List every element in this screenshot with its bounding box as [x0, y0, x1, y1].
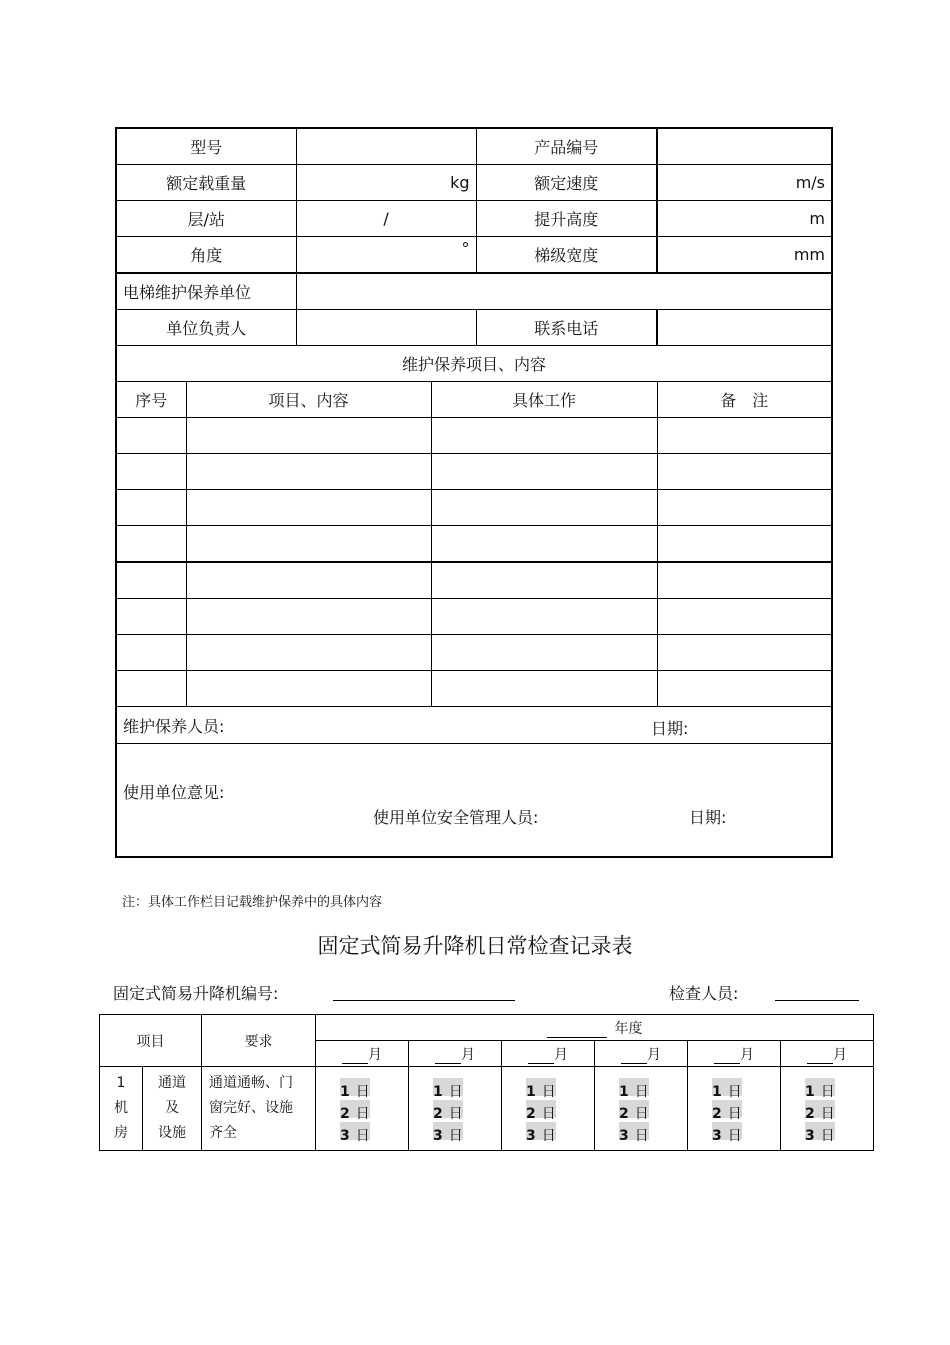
table-cell[interactable] — [186, 635, 431, 671]
day-suffix: 日 — [727, 1083, 742, 1100]
maintenance-unit-label: 电梯维护保养单位 — [116, 273, 296, 310]
day-number: 1 — [526, 1083, 536, 1100]
day-suffix: 日 — [448, 1127, 463, 1144]
day-suffix: 日 — [820, 1127, 835, 1144]
model-label: 型号 — [116, 128, 296, 165]
rated-speed-field[interactable] — [657, 165, 832, 201]
table-cell[interactable] — [116, 635, 186, 671]
month-header[interactable] — [595, 1041, 688, 1067]
day-number: 1 — [340, 1083, 350, 1100]
table-cell[interactable] — [186, 599, 431, 635]
opinion-cell[interactable] — [116, 744, 832, 858]
day-check[interactable] — [712, 1078, 742, 1100]
year-field[interactable] — [547, 1025, 607, 1038]
contact-phone-label: 联系电话 — [476, 310, 657, 346]
requirement-line-1: 通道通畅、门 — [209, 1075, 293, 1091]
requirement-line-3: 齐全 — [209, 1125, 237, 1141]
day-check[interactable] — [433, 1100, 463, 1122]
day-check[interactable] — [340, 1078, 370, 1100]
rated-speed-unit: m/s — [795, 173, 826, 192]
day-suffix: 日 — [355, 1127, 370, 1144]
col-header-seq: 序号 — [116, 382, 186, 418]
sub-item-1: 通道 — [158, 1075, 186, 1091]
table-cell[interactable] — [431, 454, 657, 490]
item-name-1: 机 — [114, 1100, 128, 1116]
maintainer-date-label: 日期: — [651, 719, 689, 738]
section-title: 维护保养项目、内容 — [116, 346, 832, 382]
lift-height-label: 提升高度 — [476, 201, 657, 237]
product-number-label: 产品编号 — [476, 128, 657, 165]
table-cell[interactable] — [657, 454, 832, 490]
table-cell[interactable] — [186, 418, 431, 454]
day-check[interactable] — [712, 1122, 742, 1144]
maintenance-unit-field[interactable] — [296, 273, 832, 310]
requirement-cell — [202, 1067, 316, 1151]
step-width-label: 梯级宽度 — [476, 237, 657, 274]
table-cell[interactable] — [657, 562, 832, 599]
elevator-number-label: 固定式简易升降机编号: — [113, 984, 279, 1003]
day-number: 3 — [712, 1127, 722, 1144]
year-label: 年度 — [614, 1020, 643, 1037]
month-field[interactable] — [528, 1051, 554, 1064]
product-number-field[interactable] — [657, 128, 832, 165]
rated-load-field[interactable] — [296, 165, 476, 201]
month-label: 月 — [554, 1046, 568, 1063]
day-check[interactable] — [433, 1078, 463, 1100]
item-number-cell — [100, 1067, 143, 1151]
inspector-field[interactable] — [775, 1000, 859, 1001]
day-number: 3 — [340, 1127, 350, 1144]
table-cell[interactable] — [431, 526, 657, 563]
table-cell[interactable] — [116, 599, 186, 635]
day-cell[interactable] — [409, 1067, 502, 1151]
table-cell[interactable] — [116, 418, 186, 454]
unit-manager-label: 单位负责人 — [116, 310, 296, 346]
table-cell[interactable] — [657, 418, 832, 454]
month-label: 月 — [461, 1046, 475, 1063]
table-cell[interactable] — [186, 562, 431, 599]
day-number: 1 — [619, 1083, 629, 1100]
unit-manager-field[interactable] — [296, 310, 476, 346]
sub-item-3: 设施 — [158, 1125, 186, 1141]
table-cell[interactable] — [116, 526, 186, 563]
requirement-line-2: 窗完好、设施 — [209, 1100, 293, 1116]
month-header[interactable] — [316, 1041, 409, 1067]
table-cell[interactable] — [431, 599, 657, 635]
lift-height-field[interactable] — [657, 201, 832, 237]
col-header-requirement: 要求 — [202, 1015, 316, 1067]
month-field[interactable] — [807, 1051, 833, 1064]
maintainer-label: 维护保养人员: — [123, 716, 225, 736]
inspection-table — [99, 1014, 874, 1151]
table-cell[interactable] — [657, 490, 832, 526]
day-suffix: 日 — [634, 1127, 649, 1144]
month-label: 月 — [740, 1046, 754, 1063]
model-field[interactable] — [296, 128, 476, 165]
table-cell[interactable] — [186, 454, 431, 490]
table-cell[interactable] — [116, 490, 186, 526]
day-check[interactable] — [805, 1078, 835, 1100]
day-suffix: 日 — [355, 1083, 370, 1100]
day-number: 2 — [712, 1105, 722, 1122]
angle-unit: ° — [461, 239, 470, 258]
day-suffix: 日 — [448, 1083, 463, 1100]
table-cell[interactable] — [186, 490, 431, 526]
item-name-2: 房 — [114, 1125, 128, 1141]
rated-load-unit: kg — [450, 173, 470, 192]
table-cell[interactable] — [657, 635, 832, 671]
table-cell[interactable] — [431, 418, 657, 454]
safety-manager-label: 使用单位安全管理人员: — [373, 808, 539, 827]
month-header[interactable] — [409, 1041, 502, 1067]
table-cell[interactable] — [116, 562, 186, 599]
table-cell[interactable] — [657, 671, 832, 707]
day-number: 1 — [712, 1083, 722, 1100]
item-number: 1 — [116, 1075, 126, 1091]
day-suffix: 日 — [634, 1105, 649, 1122]
table-cell[interactable] — [657, 526, 832, 563]
lift-height-unit: m — [809, 209, 826, 228]
rated-load-label: 额定载重量 — [116, 165, 296, 201]
month-label: 月 — [647, 1046, 661, 1063]
month-header[interactable] — [688, 1041, 781, 1067]
contact-phone-field[interactable] — [657, 310, 832, 346]
floors-stations-label: 层/站 — [116, 201, 296, 237]
footnote: 注：具体工作栏目记载维护保养中的具体内容 — [122, 895, 383, 910]
step-width-unit: mm — [793, 245, 826, 264]
day-cell[interactable] — [316, 1067, 409, 1151]
day-number: 3 — [619, 1127, 629, 1144]
day-suffix: 日 — [727, 1127, 742, 1144]
opinion-date-label: 日期: — [689, 808, 727, 827]
month-field[interactable] — [342, 1051, 368, 1064]
col-header-remark: 备 注 — [657, 382, 832, 418]
day-number: 3 — [433, 1127, 443, 1144]
day-check[interactable] — [619, 1078, 649, 1100]
day-suffix: 日 — [727, 1105, 742, 1122]
table-cell[interactable] — [431, 635, 657, 671]
day-check[interactable] — [526, 1100, 556, 1122]
maintainer-row[interactable] — [116, 707, 832, 744]
day-suffix: 日 — [541, 1127, 556, 1144]
day-suffix: 日 — [541, 1083, 556, 1100]
maintenance-form-table — [115, 127, 833, 858]
day-number: 1 — [805, 1083, 815, 1100]
table-cell[interactable] — [116, 671, 186, 707]
table-cell[interactable] — [186, 671, 431, 707]
angle-label: 角度 — [116, 237, 296, 274]
floors-stations-field[interactable] — [296, 201, 476, 237]
day-cell[interactable] — [595, 1067, 688, 1151]
day-suffix: 日 — [634, 1083, 649, 1100]
col-header-item: 项目 — [100, 1015, 202, 1067]
inspector-label: 检查人员: — [669, 984, 739, 1003]
day-number: 2 — [805, 1105, 815, 1122]
opinion-label: 使用单位意见: — [123, 783, 225, 802]
day-number: 1 — [433, 1083, 443, 1100]
day-check[interactable] — [805, 1100, 835, 1122]
table-cell[interactable] — [431, 562, 657, 599]
day-number: 3 — [805, 1127, 815, 1144]
day-check[interactable] — [526, 1078, 556, 1100]
day-suffix: 日 — [541, 1105, 556, 1122]
col-header-work: 具体工作 — [431, 382, 657, 418]
day-check[interactable] — [433, 1122, 463, 1144]
table-cell[interactable] — [186, 526, 431, 563]
day-suffix: 日 — [820, 1083, 835, 1100]
year-header[interactable] — [316, 1015, 874, 1041]
month-header[interactable] — [781, 1041, 874, 1067]
day-suffix: 日 — [448, 1105, 463, 1122]
day-suffix: 日 — [820, 1105, 835, 1122]
day-check[interactable] — [619, 1122, 649, 1144]
elevator-number-field[interactable] — [333, 1000, 515, 1001]
day-suffix: 日 — [355, 1105, 370, 1122]
month-field[interactable] — [714, 1051, 740, 1064]
day-number: 2 — [340, 1105, 350, 1122]
table-cell[interactable] — [116, 454, 186, 490]
day-cell[interactable] — [781, 1067, 874, 1151]
step-width-field[interactable] — [657, 237, 832, 274]
day-number: 2 — [433, 1105, 443, 1122]
month-label: 月 — [833, 1046, 848, 1063]
table-cell[interactable] — [657, 599, 832, 635]
day-check[interactable] — [526, 1122, 556, 1144]
sub-item-cell — [143, 1067, 202, 1151]
day-check[interactable] — [340, 1122, 370, 1144]
month-label: 月 — [368, 1046, 382, 1063]
day-check[interactable] — [619, 1100, 649, 1122]
day-number: 2 — [526, 1105, 536, 1122]
month-field[interactable] — [435, 1051, 461, 1064]
month-field[interactable] — [621, 1051, 647, 1064]
angle-field[interactable] — [296, 237, 476, 274]
day-cell[interactable] — [688, 1067, 781, 1151]
floors-separator: / — [383, 209, 389, 228]
sub-item-2: 及 — [165, 1100, 179, 1116]
inspection-title: 固定式简易升降机日常检查记录表 — [317, 934, 633, 958]
table-cell[interactable] — [431, 490, 657, 526]
day-number: 3 — [526, 1127, 536, 1144]
day-check[interactable] — [712, 1100, 742, 1122]
day-check[interactable] — [340, 1100, 370, 1122]
col-header-item: 项目、内容 — [186, 382, 431, 418]
rated-speed-label: 额定速度 — [476, 165, 657, 201]
day-number: 2 — [619, 1105, 629, 1122]
table-cell[interactable] — [431, 671, 657, 707]
day-cell[interactable] — [502, 1067, 595, 1151]
month-header[interactable] — [502, 1041, 595, 1067]
day-check[interactable] — [805, 1122, 835, 1144]
